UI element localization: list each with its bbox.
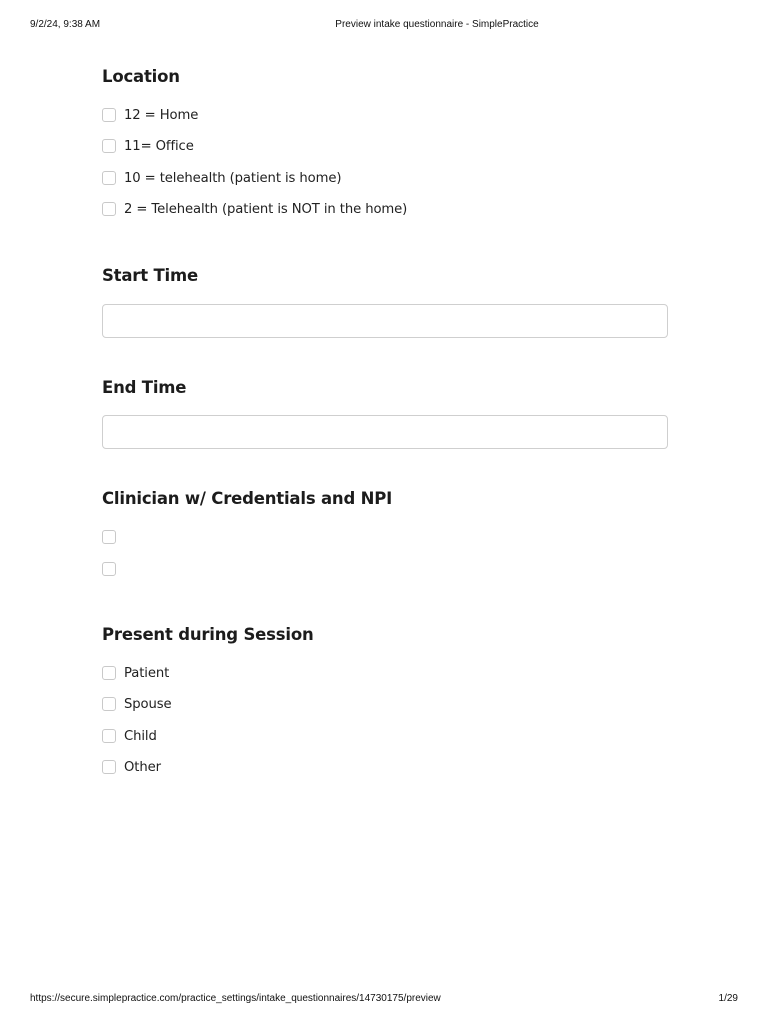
print-datetime: 9/2/24, 9:38 AM (30, 19, 101, 30)
clinician-option-1[interactable] (102, 528, 124, 546)
clinician-option-1-checkbox[interactable] (102, 530, 116, 544)
location-option-telehealth-home[interactable] (102, 169, 341, 187)
present-spouse-checkbox[interactable] (102, 697, 116, 711)
present-spouse-label: Spouse (124, 696, 172, 712)
present-patient-checkbox[interactable] (102, 666, 116, 680)
present-option-other[interactable] (102, 758, 161, 776)
present-title: Present during Session (102, 625, 314, 644)
location-option-office[interactable] (102, 137, 194, 155)
location-telehealth-not-home-label: 2 = Telehealth (patient is NOT in the home) (124, 201, 408, 217)
location-option-home[interactable] (102, 106, 198, 124)
location-office-checkbox[interactable] (102, 139, 116, 153)
location-telehealth-home-label: 10 = telehealth (patient is home) (124, 170, 342, 186)
present-option-child[interactable] (102, 727, 157, 745)
present-other-checkbox[interactable] (102, 760, 116, 774)
location-telehealth-not-home-checkbox[interactable] (102, 202, 116, 216)
location-office-label: 11= Office (124, 138, 194, 154)
present-child-label: Child (124, 728, 157, 744)
present-other-label: Other (124, 759, 161, 775)
print-url: https://secure.simplepractice.com/practice_settings/intake_questionnaires/14730175/preview (30, 993, 441, 1004)
present-patient-label: Patient (124, 665, 170, 681)
location-title: Location (102, 67, 180, 86)
clinician-option-2[interactable] (102, 560, 124, 578)
start-time-title: Start Time (102, 266, 198, 285)
print-page-number: 1/29 (718, 993, 738, 1004)
print-header (0, 19, 768, 33)
location-home-label: 12 = Home (124, 107, 199, 123)
clinician-option-2-checkbox[interactable] (102, 562, 116, 576)
clinician-title: Clinician w/ Credentials and NPI (102, 489, 393, 508)
print-footer (0, 993, 768, 1007)
start-time-input[interactable] (102, 304, 668, 338)
location-telehealth-home-checkbox[interactable] (102, 171, 116, 185)
present-option-spouse[interactable] (102, 695, 172, 713)
print-page-title: Preview intake questionnaire - SimplePractice (335, 19, 539, 30)
present-child-checkbox[interactable] (102, 729, 116, 743)
location-option-telehealth-not-home[interactable] (102, 200, 407, 218)
present-option-patient[interactable] (102, 664, 169, 682)
end-time-title: End Time (102, 378, 187, 397)
location-home-checkbox[interactable] (102, 108, 116, 122)
end-time-input[interactable] (102, 415, 668, 449)
